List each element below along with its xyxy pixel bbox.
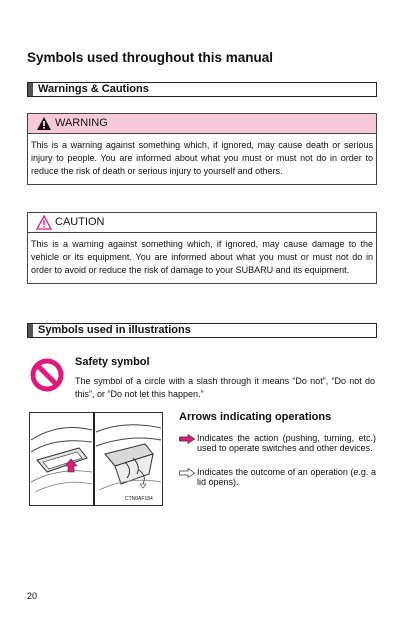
warning-text: This is a warning against something which, if ignored, may cause death or serious injury to people. You are informed about what you must or must not do in order to reduce the risk of death or serious injury to yourself and others.	[31, 140, 373, 176]
prohibition-icon	[30, 358, 64, 392]
safety-symbol-title: Safety symbol	[75, 356, 150, 368]
warning-box	[27, 113, 377, 185]
section-marker	[28, 83, 33, 96]
illustration-code: CTN0AF184	[125, 496, 153, 502]
arrows-title: Arrows indicating operations	[179, 411, 332, 423]
caution-box	[27, 212, 377, 284]
outline-arrow-icon	[179, 468, 195, 478]
page-title: Symbols used throughout this manual	[27, 50, 274, 65]
warning-label: WARNING	[55, 117, 108, 129]
warning-triangle-icon	[36, 116, 52, 131]
arrow-item-text: Indicates the action (pushing, turning, etc.) used to operate switches and other devices.	[197, 433, 376, 453]
operation-illustration	[29, 412, 163, 506]
section-label: Warnings & Cautions	[38, 83, 149, 95]
arrow-item-outcome	[179, 467, 376, 487]
page-number: 20	[27, 591, 38, 601]
warning-header	[28, 114, 376, 134]
section-header-warnings	[27, 82, 377, 97]
caution-text: This is a warning against something which, if ignored, may cause damage to the vehicle or its equipment. You are informed about what you must or must not do in order to avoid or reduce the risk of damage to your SUBARU and its equipment.	[31, 239, 373, 275]
caution-label: CAUTION	[55, 216, 105, 228]
pink-arrow-icon	[179, 434, 195, 444]
arrow-item-text: Indicates the outcome of an operation (e.g. a lid opens).	[197, 467, 376, 487]
section-marker	[28, 324, 33, 337]
caution-header	[28, 213, 376, 233]
section-header-illustrations	[27, 323, 377, 338]
safety-symbol-text: The symbol of a circle with a slash through it means “Do not”, “Do not do this”, or “Do not let this happen.”	[75, 376, 375, 399]
arrow-item-action	[179, 433, 376, 453]
caution-triangle-icon	[36, 215, 52, 230]
section-label: Symbols used in illustrations	[38, 324, 191, 336]
